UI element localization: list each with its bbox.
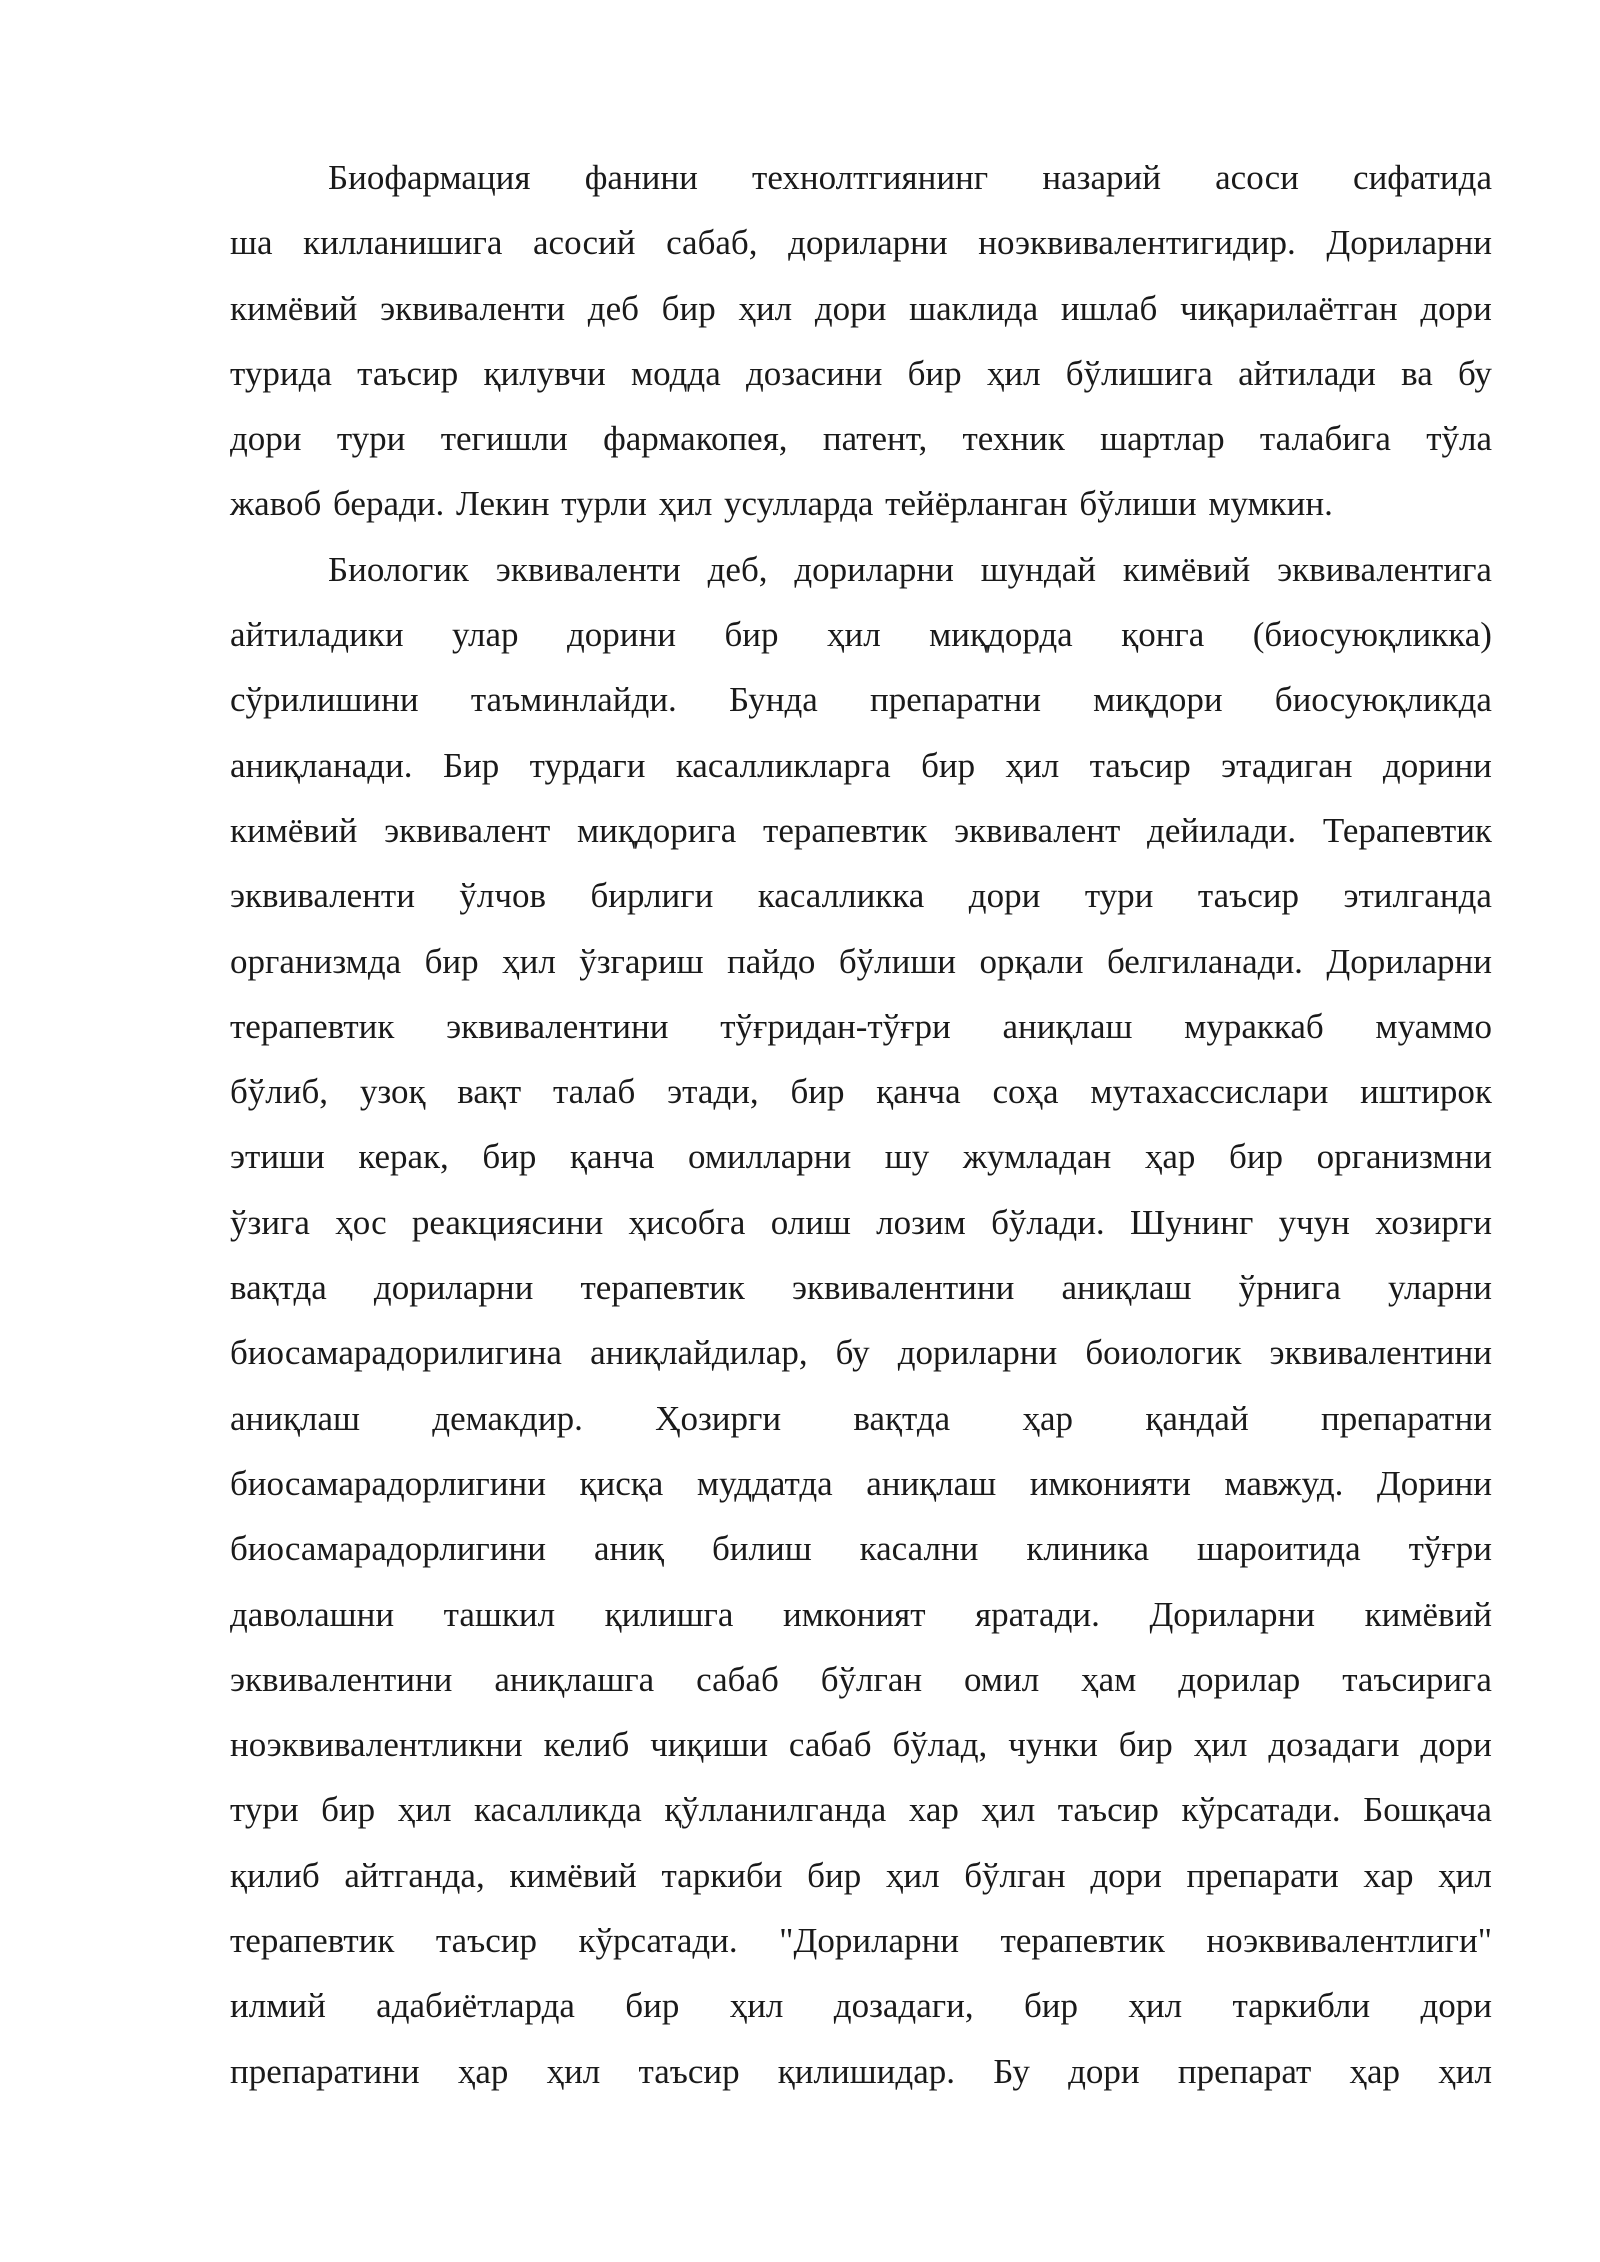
word: эквивалентига xyxy=(1277,549,1492,589)
word: назарий xyxy=(1042,158,1161,197)
word: дорини xyxy=(566,615,676,655)
word: аниқлаш xyxy=(230,1398,360,1438)
word: бўлган xyxy=(820,1659,923,1699)
word: қўлланилганда xyxy=(664,1790,887,1830)
word: таркибли xyxy=(1232,1986,1371,2026)
word: ва xyxy=(1401,353,1433,393)
word: биосамарадорлигини xyxy=(230,1529,546,1569)
word: ташкил xyxy=(443,1594,556,1634)
word: уларни xyxy=(1388,1268,1492,1308)
word: айтилади xyxy=(1238,353,1376,393)
text-line xyxy=(230,406,1492,471)
word: касалликка xyxy=(757,876,925,916)
word: адабиётларда xyxy=(376,1986,575,2026)
word: техник xyxy=(962,419,1065,459)
word: қонга xyxy=(1121,615,1205,655)
word: Биофармация xyxy=(328,158,531,197)
text-line xyxy=(230,341,1492,406)
text-line xyxy=(230,1320,1492,1385)
text-line xyxy=(230,929,1492,994)
word: терапевтик xyxy=(763,810,928,850)
word: дори xyxy=(230,419,302,459)
word: этиши xyxy=(230,1137,325,1177)
text-line xyxy=(230,1059,1492,1124)
word: лозим xyxy=(876,1202,966,1242)
word: препаратни xyxy=(870,680,1041,720)
word: ҳар xyxy=(1144,1137,1196,1177)
word: қисқа xyxy=(579,1463,664,1503)
word: мураккаб xyxy=(1184,1006,1324,1046)
text-line xyxy=(230,1973,1492,2038)
word: бўлад, xyxy=(892,1725,988,1765)
text-line xyxy=(230,2039,1492,2104)
word: бир xyxy=(921,745,976,785)
word: ҳос xyxy=(335,1202,387,1242)
word: таъсир xyxy=(638,2051,740,2091)
word: тури xyxy=(336,419,406,459)
word: ноэквивалентигидир. xyxy=(978,223,1296,263)
word: ҳар xyxy=(1349,2051,1401,2091)
word: ҳар xyxy=(457,2051,509,2091)
word: сифатида xyxy=(1353,158,1492,197)
word: дори xyxy=(1420,1986,1492,2026)
text-line xyxy=(230,1255,1492,1320)
word: таъсир xyxy=(1089,745,1191,785)
word: мавжуд. xyxy=(1224,1463,1344,1503)
word: организмда xyxy=(230,941,402,981)
text-line xyxy=(230,1124,1492,1189)
word: талабига xyxy=(1259,419,1391,459)
word: бўлишига xyxy=(1065,353,1213,393)
word: кимёвий xyxy=(1122,549,1251,589)
word: клиника xyxy=(1026,1529,1150,1569)
text-line xyxy=(230,1190,1492,1255)
word: эквиваленти xyxy=(495,549,681,589)
word: шартлар xyxy=(1100,419,1225,459)
word: касалликларга xyxy=(675,745,891,785)
word: таъсир xyxy=(1057,1790,1159,1830)
word: сабаб xyxy=(788,1725,872,1765)
word: бир xyxy=(424,941,479,981)
word: белгиланади. xyxy=(1106,941,1303,981)
word: деб xyxy=(587,288,639,328)
word: узоқ xyxy=(359,1072,426,1112)
word: фанини xyxy=(584,158,698,197)
word: бўлади. xyxy=(991,1202,1105,1242)
word: улар xyxy=(452,615,519,655)
word: Дориларни xyxy=(1149,1594,1316,1634)
word: ҳил xyxy=(397,1790,452,1830)
word: дори xyxy=(1068,2051,1140,2091)
word: бир xyxy=(1118,1725,1173,1765)
word: имконият xyxy=(783,1594,926,1634)
word: эквивалентини xyxy=(1269,1333,1492,1373)
word: Бу xyxy=(993,2051,1030,2091)
word: ҳил xyxy=(1438,1855,1492,1895)
word: дозадаги xyxy=(1268,1725,1400,1765)
text-line xyxy=(230,1843,1492,1908)
word: (биосуюқликка) xyxy=(1252,615,1492,655)
text-line xyxy=(230,602,1492,667)
word: бир xyxy=(724,615,779,655)
word: таъсирига xyxy=(1342,1659,1492,1699)
word: бир xyxy=(321,1790,376,1830)
word: тўғри xyxy=(1408,1529,1492,1569)
word: Дориларни xyxy=(1326,223,1492,263)
word: тўғридан-тўғри xyxy=(720,1006,951,1046)
word: шаклида xyxy=(909,288,1039,328)
word: илмий xyxy=(230,1986,326,2026)
word: бу xyxy=(1457,353,1492,393)
word: шундай xyxy=(980,549,1096,589)
word: олиш xyxy=(770,1202,851,1242)
word: терапевтик xyxy=(230,1921,395,1961)
word: бир xyxy=(625,1986,680,2026)
word: қанча xyxy=(570,1137,655,1177)
word: турдаги xyxy=(529,745,646,785)
word: эквиваленти xyxy=(380,288,566,328)
paragraph xyxy=(230,537,1492,2104)
word: ҳил xyxy=(729,1986,784,2026)
word: имконияти xyxy=(1029,1463,1191,1503)
word: аниқлаш xyxy=(866,1463,997,1503)
word: бир xyxy=(790,1072,845,1112)
word: ҳам xyxy=(1081,1659,1137,1699)
word: аниқлашга xyxy=(494,1659,655,1699)
text-line xyxy=(230,1386,1492,1451)
word: боиологик xyxy=(1085,1333,1242,1373)
word: хозирги xyxy=(1375,1202,1492,1242)
word: препаратни xyxy=(1321,1398,1492,1438)
word: дориларни xyxy=(794,549,954,589)
word: препарати xyxy=(1186,1855,1339,1895)
word: эквиваленти xyxy=(230,876,415,916)
text-line xyxy=(230,276,1492,341)
text-line xyxy=(230,1777,1492,1842)
word: кимёвий xyxy=(1364,1594,1492,1634)
word: шу xyxy=(884,1137,930,1177)
text-line xyxy=(230,210,1492,275)
word: дориларни xyxy=(897,1333,1058,1373)
word: сўрилишини xyxy=(230,680,419,720)
word: фармакопея, xyxy=(603,419,788,459)
word: омилларни xyxy=(688,1137,852,1177)
word: қилишидар. xyxy=(777,2051,955,2091)
word: ҳил xyxy=(502,941,556,981)
word: қанча xyxy=(876,1072,961,1112)
word: омил xyxy=(964,1659,1040,1699)
word: дори xyxy=(968,876,1041,916)
word: терапевтик xyxy=(230,1006,395,1046)
word: муаммо xyxy=(1375,1006,1492,1046)
word: бўлиши xyxy=(838,941,957,981)
word: ҳил xyxy=(1193,1725,1248,1765)
word: бу xyxy=(835,1333,870,1373)
word: Бунда xyxy=(729,680,818,720)
word: керак, xyxy=(358,1137,449,1177)
word: вақтда xyxy=(230,1268,327,1308)
word: Шунинг xyxy=(1129,1202,1254,1242)
word: касални xyxy=(859,1529,979,1569)
word: аниқ xyxy=(593,1529,664,1569)
word: бўлган xyxy=(964,1855,1066,1895)
text-line xyxy=(230,1516,1492,1581)
word: ҳил xyxy=(1128,1986,1183,2026)
word: ҳил xyxy=(885,1855,940,1895)
word: Терапевтик xyxy=(1322,810,1492,850)
word: учун xyxy=(1278,1202,1350,1242)
word: айтганда, xyxy=(344,1855,485,1895)
text-line xyxy=(230,537,1492,602)
word: таъсир xyxy=(435,1921,537,1961)
word: Ҳозирги xyxy=(655,1398,782,1438)
word: этилганда xyxy=(1343,876,1492,916)
word: дори xyxy=(814,288,887,328)
word: бир xyxy=(807,1855,862,1895)
word: эквивалентини xyxy=(791,1268,1015,1308)
word: кимёвий xyxy=(230,288,358,328)
text-line xyxy=(230,733,1492,798)
word: ўзига xyxy=(230,1202,310,1242)
word: деб, xyxy=(707,549,768,589)
word: дори xyxy=(1420,288,1492,328)
word: кўрсатади. xyxy=(578,1921,738,1961)
word: аниқланади. xyxy=(230,745,413,785)
word: даволашни xyxy=(230,1594,395,1634)
word: вақт xyxy=(457,1072,522,1112)
word: "Дориларни xyxy=(779,1921,960,1961)
text-line xyxy=(230,1712,1492,1777)
word: қилувчи xyxy=(483,353,606,393)
word: этади, xyxy=(667,1072,759,1112)
word: тури xyxy=(230,1790,299,1830)
text-line xyxy=(230,1908,1492,1973)
word: аниқлаш xyxy=(1002,1006,1133,1046)
word: дори xyxy=(1420,1725,1492,1765)
word: Бир xyxy=(442,745,500,785)
text-line xyxy=(230,1647,1492,1712)
text-line: жавоб беради. Лекин турли ҳил усулларда тейёрланган бўлиши мумкин. xyxy=(230,484,1333,524)
word: таъсир xyxy=(1197,876,1299,916)
word: турида xyxy=(230,353,332,393)
word: бир xyxy=(907,353,962,393)
word: терапевтик xyxy=(580,1268,745,1308)
word: ҳил xyxy=(546,2051,601,2091)
word: этадиган xyxy=(1221,745,1353,785)
word: тўла xyxy=(1426,419,1492,459)
word: ҳил xyxy=(1005,745,1060,785)
word: ҳил xyxy=(826,615,881,655)
word: бирлиги xyxy=(590,876,714,916)
word: кўрсатади. xyxy=(1181,1790,1341,1830)
word: соҳа xyxy=(992,1072,1059,1112)
word: хар xyxy=(1363,1855,1414,1895)
word: мутахассислари xyxy=(1090,1072,1329,1112)
word: препарат xyxy=(1177,2051,1312,2091)
word: ҳил xyxy=(1438,2051,1492,2091)
text-line xyxy=(230,145,1492,210)
word: дориларни xyxy=(373,1268,534,1308)
word: биосамарадорлигини xyxy=(230,1463,546,1503)
word: тури xyxy=(1084,876,1154,916)
word: Биологик xyxy=(328,549,469,589)
word: Дорини xyxy=(1376,1463,1492,1503)
word: ишлаб xyxy=(1060,288,1158,328)
word: асоси xyxy=(1215,158,1299,197)
word: биосамарадорилигина xyxy=(230,1333,562,1373)
word: технолтгиянинг xyxy=(752,158,989,197)
word: таркиби xyxy=(661,1855,783,1895)
word: ҳил xyxy=(986,353,1041,393)
word: кимёвий xyxy=(509,1855,637,1895)
word: дозасини xyxy=(745,353,883,393)
word: ўзгариш xyxy=(579,941,704,981)
word: ноэквивалентликни xyxy=(230,1725,523,1765)
paragraph xyxy=(230,145,1492,537)
word: бўлиб, xyxy=(230,1072,329,1112)
word: дейилади. xyxy=(1147,810,1297,850)
word: биосуюқликда xyxy=(1274,680,1492,720)
word: кимёвий xyxy=(230,810,358,850)
word: дозадаги, xyxy=(833,1986,974,2026)
word: Бошқача xyxy=(1363,1790,1492,1830)
word: айтиладики xyxy=(230,615,404,655)
word: сабаб, xyxy=(666,223,758,263)
word: асосий xyxy=(533,223,636,263)
word: эквивалент xyxy=(954,810,1121,850)
word: препаратини xyxy=(230,2051,420,2091)
word: миқдорига xyxy=(577,810,737,850)
word: эквивалентини xyxy=(230,1659,453,1699)
word: қандай xyxy=(1145,1398,1249,1438)
word: эквивалент xyxy=(384,810,551,850)
word: терапевтик xyxy=(1000,1921,1165,1961)
text-line xyxy=(230,1451,1492,1516)
word: таъминлайди. xyxy=(470,680,677,720)
word: пайдо xyxy=(727,941,816,981)
word: ҳар xyxy=(1022,1398,1074,1438)
word: ҳил xyxy=(981,1790,1036,1830)
document-body xyxy=(230,145,1492,2104)
word: касалликда xyxy=(474,1790,642,1830)
text-line xyxy=(230,667,1492,732)
word: шароитида xyxy=(1197,1529,1361,1569)
word: дорини xyxy=(1382,745,1492,785)
word: дориларни xyxy=(788,223,948,263)
word: ҳисобга xyxy=(628,1202,746,1242)
word: ҳил xyxy=(738,288,793,328)
word: чиқиши xyxy=(650,1725,768,1765)
word: дори xyxy=(1090,1855,1162,1895)
word: тегишли xyxy=(440,419,568,459)
text-line xyxy=(230,1582,1492,1647)
word: ша xyxy=(230,223,273,263)
word: чунки xyxy=(1008,1725,1098,1765)
word: бир xyxy=(482,1137,537,1177)
word: орқали xyxy=(979,941,1084,981)
word: дорилар xyxy=(1178,1659,1301,1699)
text-line xyxy=(230,863,1492,928)
word: миқдорда xyxy=(929,615,1073,655)
word: эквивалентини xyxy=(446,1006,669,1046)
word: муддатда xyxy=(696,1463,833,1503)
word: бир xyxy=(661,288,716,328)
text-line xyxy=(230,798,1492,863)
word: демакдир. xyxy=(432,1398,583,1438)
word: аниқлайдилар, xyxy=(590,1333,808,1373)
word: хар xyxy=(908,1790,959,1830)
word: патент, xyxy=(822,419,928,459)
word: жумладан xyxy=(962,1137,1112,1177)
word: бир xyxy=(1229,1137,1284,1177)
word: вақтда xyxy=(853,1398,951,1438)
word: яратади. xyxy=(975,1594,1100,1634)
word: миқдори xyxy=(1093,680,1223,720)
word: Дориларни xyxy=(1326,941,1492,981)
word: иштирок xyxy=(1360,1072,1492,1112)
word: келиб xyxy=(543,1725,630,1765)
word: аниқлаш xyxy=(1061,1268,1192,1308)
word: талаб xyxy=(552,1072,636,1112)
text-line xyxy=(230,994,1492,1059)
word: қилиб xyxy=(230,1855,320,1895)
word: билиш xyxy=(711,1529,812,1569)
word: реакциясини xyxy=(411,1202,604,1242)
word: қилишга xyxy=(604,1594,734,1634)
word: ўрнига xyxy=(1238,1268,1341,1308)
word: килланишига xyxy=(303,223,503,263)
word: организмни xyxy=(1316,1137,1492,1177)
word: модда xyxy=(630,353,721,393)
word: таъсир xyxy=(357,353,459,393)
word: бир xyxy=(1023,1986,1079,2026)
word: ноэквивалентлиги" xyxy=(1206,1921,1492,1961)
word: ўлчов xyxy=(459,876,547,916)
word: чиқарилаётган xyxy=(1180,288,1398,328)
word: сабаб xyxy=(696,1659,779,1699)
